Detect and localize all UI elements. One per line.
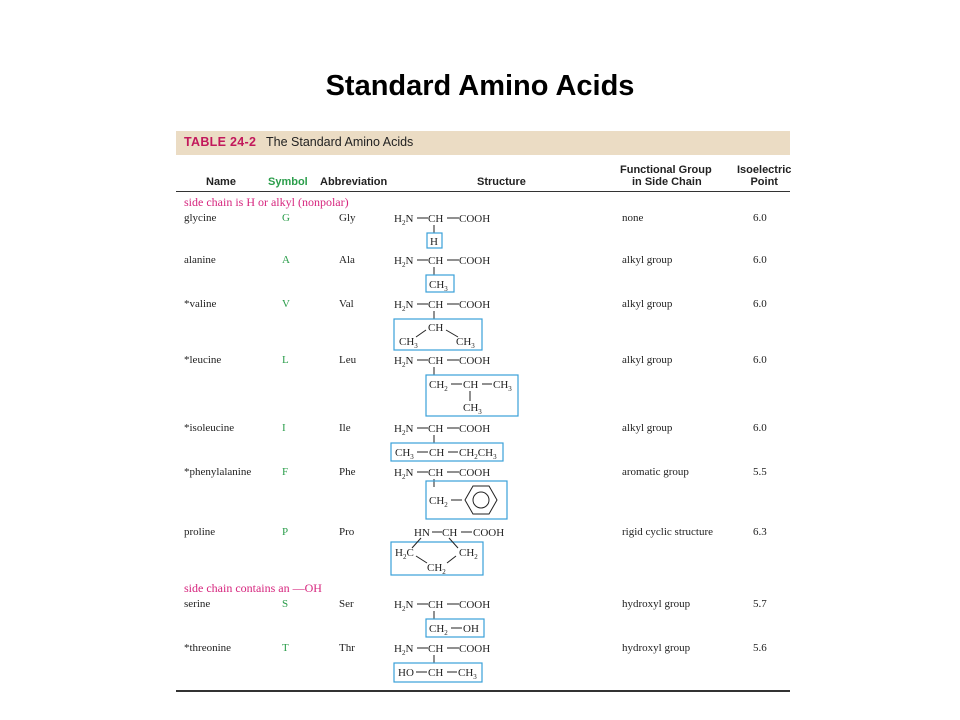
row-serine-group: hydroxyl group [622, 598, 691, 610]
row-phenylalanine-name: *phenylalanine [184, 466, 252, 478]
row-alanine-pi: 6.0 [753, 254, 767, 266]
backbone-amine: $H_2N$ [394, 213, 414, 227]
svg-text:CH: CH [428, 355, 444, 367]
row-serine-symbol: S [282, 598, 289, 610]
svg-text:CH: CH [463, 379, 479, 391]
svg-text:CH: CH [428, 255, 444, 267]
row-valine-pi: 6.0 [753, 298, 767, 310]
svg-text:CH3: $CH_3$ [395, 447, 414, 461]
svg-text:CH2: $CH_2$ [429, 623, 448, 637]
svg-text:H2N: $H_2N$ [394, 599, 414, 613]
section-label-nonpolar: side chain is H or alkyl (nonpolar) [184, 195, 349, 209]
row-phenylalanine-group: aromatic group [622, 466, 689, 478]
svg-text:HO: HO [398, 667, 414, 679]
svg-text:H2N: $H_2N$ [394, 467, 414, 481]
row-glycine-abbreviation: Gly [339, 212, 356, 224]
table-number: TABLE 24-2 [184, 135, 257, 149]
svg-text:CH2: $CH_2$ [429, 379, 448, 393]
row-proline-group: rigid cyclic structure [622, 526, 714, 538]
svg-text:CH: CH [428, 467, 444, 479]
svg-text:CH2CH3: $CH_2CH_3$ [459, 447, 497, 461]
row-isoleucine-symbol: I [282, 422, 286, 434]
row-leucine-pi: 6.0 [753, 354, 767, 366]
structure-valine [394, 299, 490, 350]
row-isoleucine-name: *isoleucine [184, 422, 235, 434]
row-threonine-group: hydroxyl group [622, 642, 691, 654]
header-name: Name [206, 176, 236, 188]
row-valine-name: *valine [184, 298, 217, 310]
row-alanine-group: alkyl group [622, 254, 673, 266]
structure-proline [391, 527, 504, 576]
table-caption: The Standard Amino Acids [266, 135, 414, 149]
svg-text:COOH: COOH [459, 355, 491, 367]
svg-text:COOH: COOH [459, 299, 491, 311]
svg-text:H2N: $H_2N$ [394, 355, 414, 369]
svg-text:CH2: $CH_2$ [429, 495, 448, 509]
header-functional-group-line2: in Side Chain [632, 176, 702, 188]
structure-threonine [394, 643, 490, 682]
header-isoelectric-line1: Isoelectric [737, 164, 792, 176]
svg-text:H2N: $H_2N$ [394, 643, 414, 657]
row-threonine-pi: 5.6 [753, 642, 767, 654]
row-proline-pi: 6.3 [753, 526, 767, 538]
row-leucine-abbreviation: Leu [339, 354, 357, 366]
row-glycine-group: none [622, 212, 644, 224]
svg-text:HN: HN [414, 527, 430, 539]
row-threonine-name: *threonine [184, 642, 232, 654]
structure-phenylalanine [394, 467, 507, 519]
row-alanine-abbreviation: Ala [339, 254, 355, 266]
structure-glycine [394, 213, 490, 248]
svg-text:CH: CH [428, 667, 444, 679]
svg-text:CH3: $CH_3$ [463, 402, 482, 416]
row-serine-abbreviation: Ser [339, 598, 354, 610]
side-chain-h: H [430, 236, 438, 248]
row-alanine-name: alanine [184, 254, 216, 266]
row-threonine-abbreviation: Thr [339, 642, 355, 654]
svg-text:COOH: COOH [459, 643, 491, 655]
row-proline-symbol: P [282, 526, 289, 538]
row-isoleucine-abbreviation: Ile [339, 422, 351, 434]
backbone-cooh: COOH [459, 213, 491, 225]
svg-text:CH: CH [428, 643, 444, 655]
svg-text:CH3: $CH_3$ [456, 336, 475, 350]
row-glycine-pi: 6.0 [753, 212, 767, 224]
structure-drawings [176, 131, 790, 693]
svg-text:CH: CH [429, 447, 445, 459]
structure-isoleucine [391, 423, 503, 461]
row-isoleucine-group: alkyl group [622, 422, 673, 434]
svg-text:COOH: COOH [459, 599, 491, 611]
row-threonine-symbol: T [282, 642, 289, 654]
svg-text:H2N: $H_2N$ [394, 423, 414, 437]
header-isoelectric-line2: Point [750, 176, 778, 188]
row-proline-abbreviation: Pro [339, 526, 355, 538]
amino-acid-table [176, 131, 790, 693]
benzene-ring-icon [465, 486, 497, 514]
row-leucine-name: *leucine [184, 354, 222, 366]
section-label-hydroxyl: side chain contains an —OH [184, 581, 322, 595]
svg-text:CH2: $CH_2$ [427, 562, 446, 576]
row-glycine-symbol: G [282, 212, 290, 224]
structure-serine [394, 599, 490, 637]
row-valine-group: alkyl group [622, 298, 673, 310]
svg-text:OH: OH [463, 623, 479, 635]
row-valine-symbol: V [282, 298, 290, 310]
svg-text:H2C: $H_2C$ [395, 547, 414, 561]
row-proline-name: proline [184, 526, 216, 538]
svg-text:CH3: $CH_3$ [399, 336, 418, 350]
svg-text:CH2: $CH_2$ [459, 547, 478, 561]
row-leucine-group: alkyl group [622, 354, 673, 366]
svg-text:H2N: $H_2N$ [394, 299, 414, 313]
structure-leucine [394, 355, 518, 416]
header-abbreviation: Abbreviation [320, 176, 388, 188]
slide-title: Standard Amino Acids [325, 70, 635, 102]
header-functional-group-line1: Functional Group [620, 164, 712, 176]
svg-text:CH3: $CH_3$ [458, 667, 477, 681]
row-phenylalanine-symbol: F [282, 466, 289, 478]
svg-text:CH: CH [428, 423, 444, 435]
header-structure: Structure [477, 176, 526, 188]
svg-text:CH: CH [442, 527, 458, 539]
row-phenylalanine-abbreviation: Phe [339, 466, 356, 478]
svg-text:COOH: COOH [459, 423, 491, 435]
row-leucine-symbol: L [282, 354, 289, 366]
svg-text:CH3: $CH_3$ [429, 279, 448, 293]
svg-text:H2N: $H_2N$ [394, 255, 414, 269]
svg-text:CH: CH [428, 599, 444, 611]
header-symbol: Symbol [268, 176, 308, 188]
structure-alanine [394, 255, 490, 293]
row-alanine-symbol: A [282, 254, 290, 266]
svg-text:CH: CH [428, 322, 444, 334]
row-valine-abbreviation: Val [339, 298, 354, 310]
svg-text:COOH: COOH [459, 255, 491, 267]
row-serine-name: serine [184, 598, 211, 610]
row-isoleucine-pi: 6.0 [753, 422, 767, 434]
row-glycine-name: glycine [184, 212, 217, 224]
backbone-ch: CH [428, 213, 444, 225]
svg-text:COOH: COOH [473, 527, 505, 539]
svg-text:CH: CH [428, 299, 444, 311]
row-phenylalanine-pi: 5.5 [753, 466, 767, 478]
svg-text:CH3: $CH_3$ [493, 379, 512, 393]
row-serine-pi: 5.7 [753, 598, 767, 610]
svg-text:COOH: COOH [459, 467, 491, 479]
